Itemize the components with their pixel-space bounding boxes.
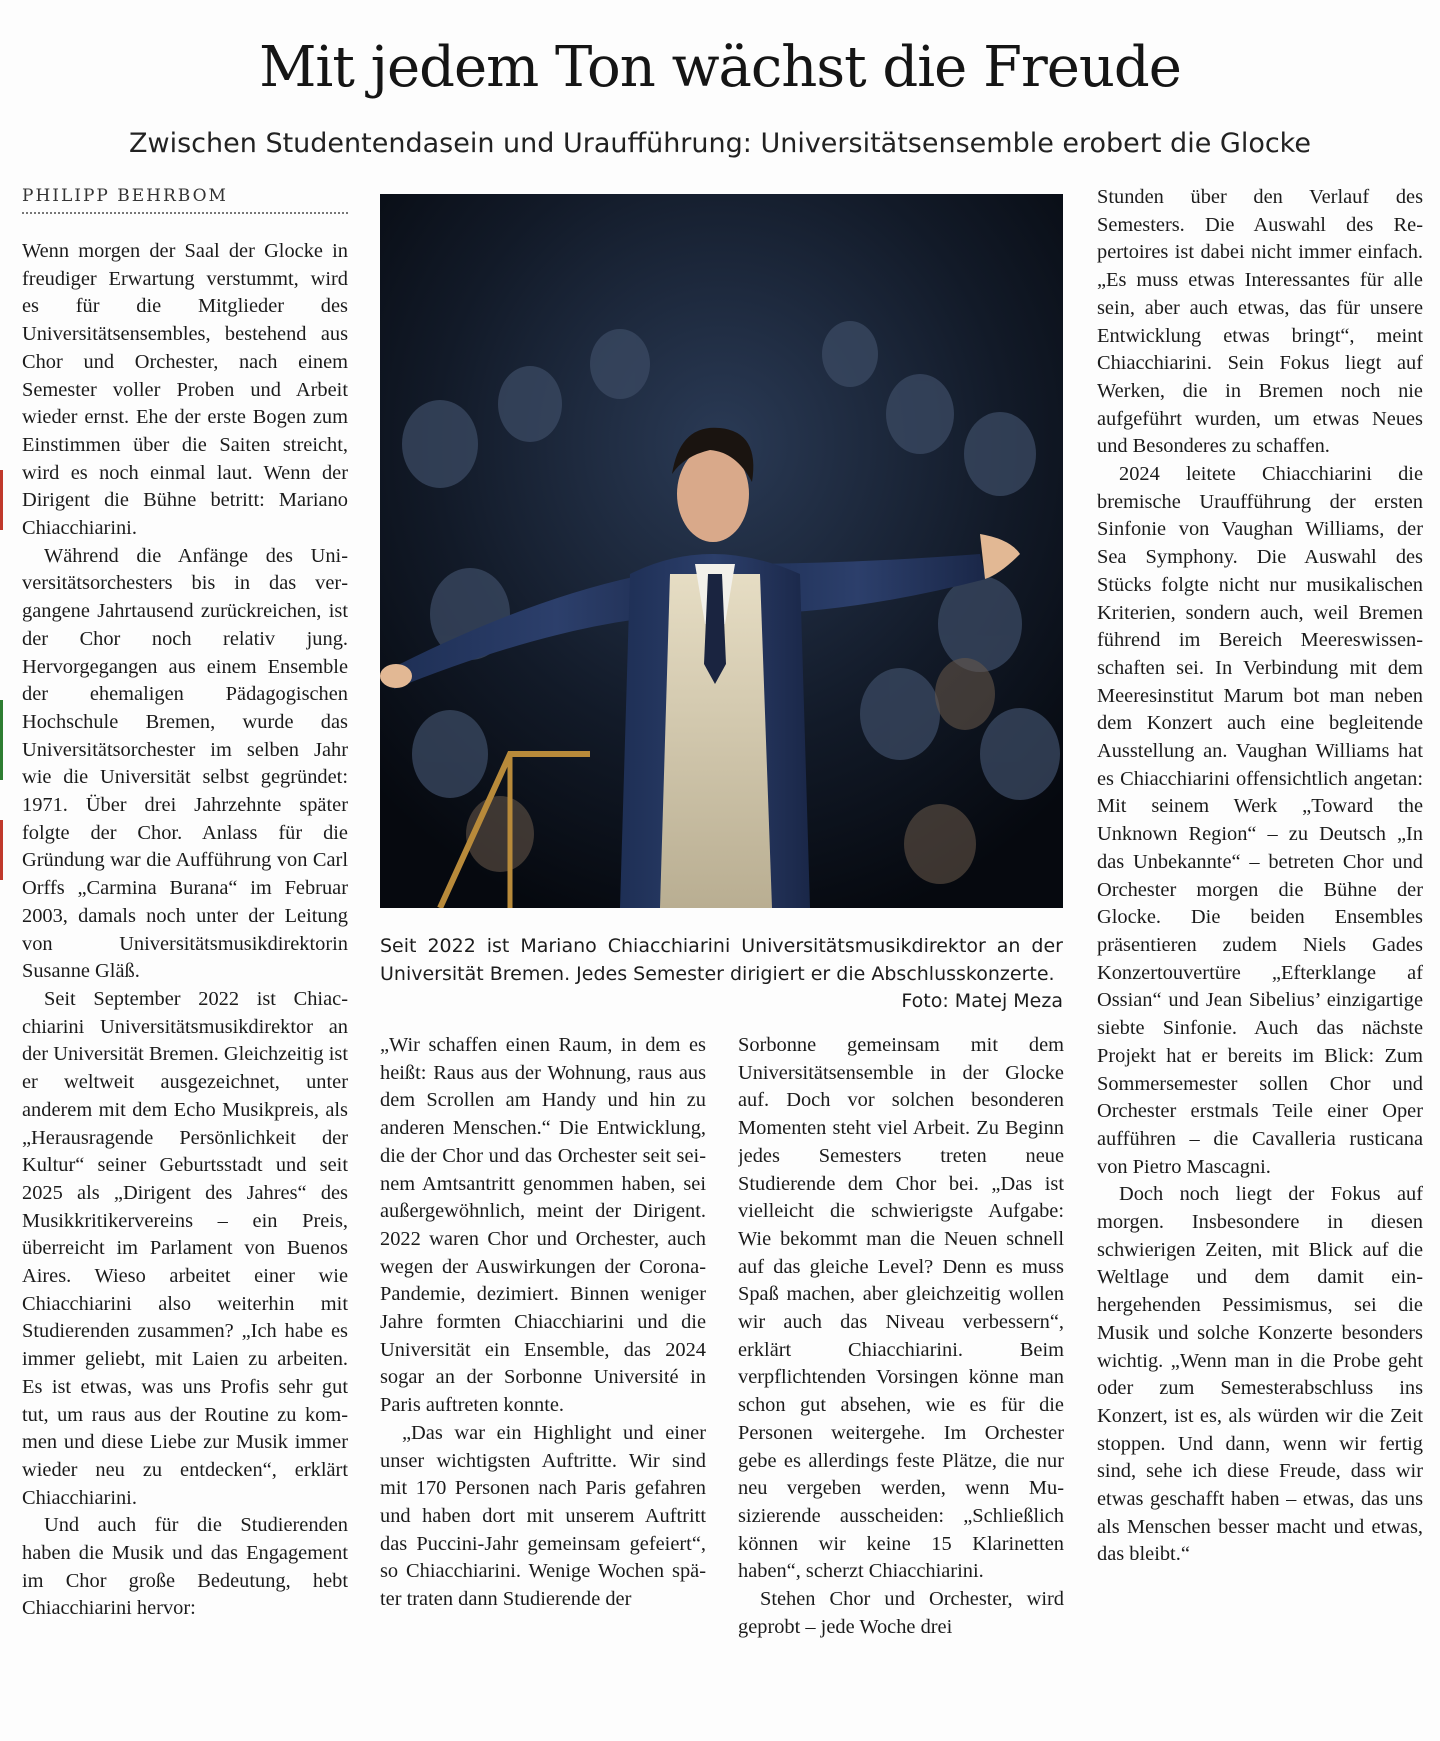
article-column-1 — [22, 238, 348, 1738]
edge-mark-red — [0, 820, 3, 880]
edge-mark-green — [0, 700, 3, 780]
conductor-photo — [380, 194, 1063, 908]
paragraph: Doch noch liegt der Fokus auf morgen. Insbesondere in diesen schwierigen Zeiten, mit Blick auf die Weltlage und dem damit einhergehenden Pessimismus, sei die Musik und solche Konzerte besonders wichtig. „Wenn man in die Probe geht oder zum Semesterabschluss ins Konzert, ist es, als würden wir die Zeit stoppen. Und dann, wenn wir fertig sind, sehe ich diese Freude, dass wir etwas geschafft haben – etwas, das uns als Menschen besser macht und etwas, das bleibt.“ — [1097, 1183, 1423, 1566]
paragraph: Sorbonne gemeinsam mit dem Universitätsensemble in der Glocke auf. Doch vor solchen besonderen Momenten steht viel Arbeit. Zu Beginn jedes Semesters treten neue Studierende dem Chor bei. „Das ist vielleicht die schwierigste Aufgabe: Wie bekommt man die Neuen schnell auf das gleiche Level? Denn es muss Spaß machen, aber gleichzeitig wollen wir auch das Niveau verbessern“, erklärt Chiacchiarini. Beim verpflichtenden Vorsingen könne man schon gut absehen, wie es für die Personen weitergehe. Im Orchester gebe es allerdings feste Plätze, die nur neu vergeben werden, wenn Musizierende ausscheiden: „Schließlich können wir keine 15 Klarinetten haben“, scherzt Chiacchiarini. — [738, 1034, 1064, 1583]
photo-credit: Foto: Matej Meza — [901, 990, 1063, 1012]
paragraph: „Wir schaffen einen Raum, in dem es heißt: Raus aus der Wohnung, raus aus dem Scrollen am Handy und hin zu anderen Menschen.“ Die Entwicklung, die der Chor und das Orchester seit seinem Amtsantritt genommen haben, sei außergewöhnlich, meint der Dirigent. 2022 waren Chor und Orchester, auch wegen der Auswirkungen der Corona-Pandemie, dezimiert. Binnen weniger Jahre formten Chiacchiarini und die Universität ein Ensemble, das 2024 sogar an der Sorbonne Université in Paris auftreten konnte. — [380, 1034, 706, 1417]
author-byline: PHILIPP BEHRBOM — [22, 186, 348, 214]
paragraph: Während die Anfänge des Universitätsorchesters bis in das vergangene Jahrtausend zurückreichen, ist der Chor noch relativ jung. Hervorgegangen aus einem Ensemble der ehemaligen Pädagogischen Hochschule Bremen, wurde das Universitätsorchester im selben Jahr wie die Universität selbst gegründet: 1971. Über drei Jahrzehnte später folgte der Chor. Anlass für die Gründung war die Aufführung von Carl Orffs „Carmina Burana“ im Februar 2003, damals noch unter der Leitung von Universitätsmusikdirektorin Susanne Gläß. — [22, 544, 348, 983]
paragraph: 2024 leitete Chiacchiarini die bremische Uraufführung der ersten Sinfonie von Vaughan Williams, der Sea Symphony. Die Auswahl des Stücks folgte nicht nur musikalischen Kriterien, sondern auch, weil Bremen führend im Bereich Meereswissenschaften sei. In Verbindung mit dem Meeresinstitut Marum bot man neben dem Konzert auch eine begleitende Ausstellung an. Vaughan Williams hat es Chiacchiarini offensichtlich angetan: Mit seinem Werk „Toward the Unknown Region“ – zu Deutsch „In das Unbekannte“ – betreten Chor und Orchester morgen die Bühne der Glocke. Die beiden Ensembles präsentieren zudem Niels Gades Konzertouvertüre „Efterklange af Ossian“ und Jean Sibelius’ einzigartige siebte Sinfonie. Auch das nächste Projekt hat er bereits im Blick: Zum Sommersemester sollen Chor und Orchester erstmals Teile einer Oper aufführen – die Cavalleria rusticana von Pietro Mascagni. — [1097, 463, 1423, 1178]
paragraph: Wenn morgen der Saal der Glocke in freudiger Erwartung verstummt, wird es für die Mitglieder des Universitätsensembles, bestehend aus Chor und Orchester, nach einem Semester voller Proben und Arbeit wieder ernst. Ehe der erste Bogen zum Einstimmen über die Saiten streicht, wird es noch einmal laut. Wenn der Dirigent die Bühne betritt: Mariano Chiacchiarini. — [22, 240, 348, 540]
article-column-3 — [738, 1032, 1064, 1738]
subheadline: Zwischen Studentendasein und Uraufführung: Universitätsensemble erobert die Glocke — [129, 128, 1311, 159]
caption-text: Seit 2022 ist Mariano Chiacchiarini Universitätsmusikdirektor an der Universität Bremen. Jedes Semester dirigiert er die Abschlusskonzerte. — [380, 935, 1063, 985]
photo-caption — [380, 933, 1063, 1016]
headline: Mit jedem Ton wächst die Freude — [259, 35, 1181, 100]
article-column-4 — [1097, 184, 1423, 1738]
article-column-2 — [380, 1032, 706, 1738]
paragraph: Und auch für die Studierenden haben die Musik und das Engagement im Chor große Bedeutung, hebt Chiacchiarini hervor: — [22, 1514, 348, 1620]
paragraph: Stehen Chor und Orchester, wird geprobt – jede Woche drei — [738, 1588, 1064, 1638]
edge-mark-red — [0, 470, 3, 530]
paragraph: „Das war ein Highlight und einer unser wichtigsten Auftritte. Wir sind mit 170 Personen nach Paris gefahren und haben dort mit unserem Auftritt das Puccini-Jahr gemeinsam gefeiert“, so Chiacchiarini. Wenige Wochen später traten dann Studierende der — [380, 1421, 706, 1611]
paragraph: Stunden über den Verlauf des Semesters. Die Auswahl des Repertoires ist dabei nicht immer einfach. „Es muss etwas Interessantes für alle sein, aber auch etwas, das für unsere Entwicklung etwas bringt“, meint Chiacchiarini. Sein Fokus liegt auf Werken, die in Bremen noch nie aufgeführt wurden, um etwas Neues und Besonderes zu schaffen. — [1097, 186, 1423, 458]
paragraph: Seit September 2022 ist Chiacchiarini Universitätsmusikdirektor an der Universität Bremen. Gleichzeitig ist er weltweit ausgezeichnet, unter anderem mit dem Echo Musikpreis, als „Herausragende Persönlichkeit der Kultur“ seiner Geburtsstadt und seit 2025 als „Dirigent des Jahres“ des Musikkritikervereins – ein Preis, überreicht im Parlament von Buenos Aires. Wieso arbeitet einer wie Chiacchiarini also weiterhin mit Studierenden zusammen? „Ich habe es immer geliebt, mit Laien zu arbeiten. Es ist etwas, was uns Profis sehr gut tut, um raus aus der Routine zu kommen und diese Liebe zur Musik immer wieder neu zu entdecken“, erklärt Chiacchiarini. — [22, 987, 348, 1509]
